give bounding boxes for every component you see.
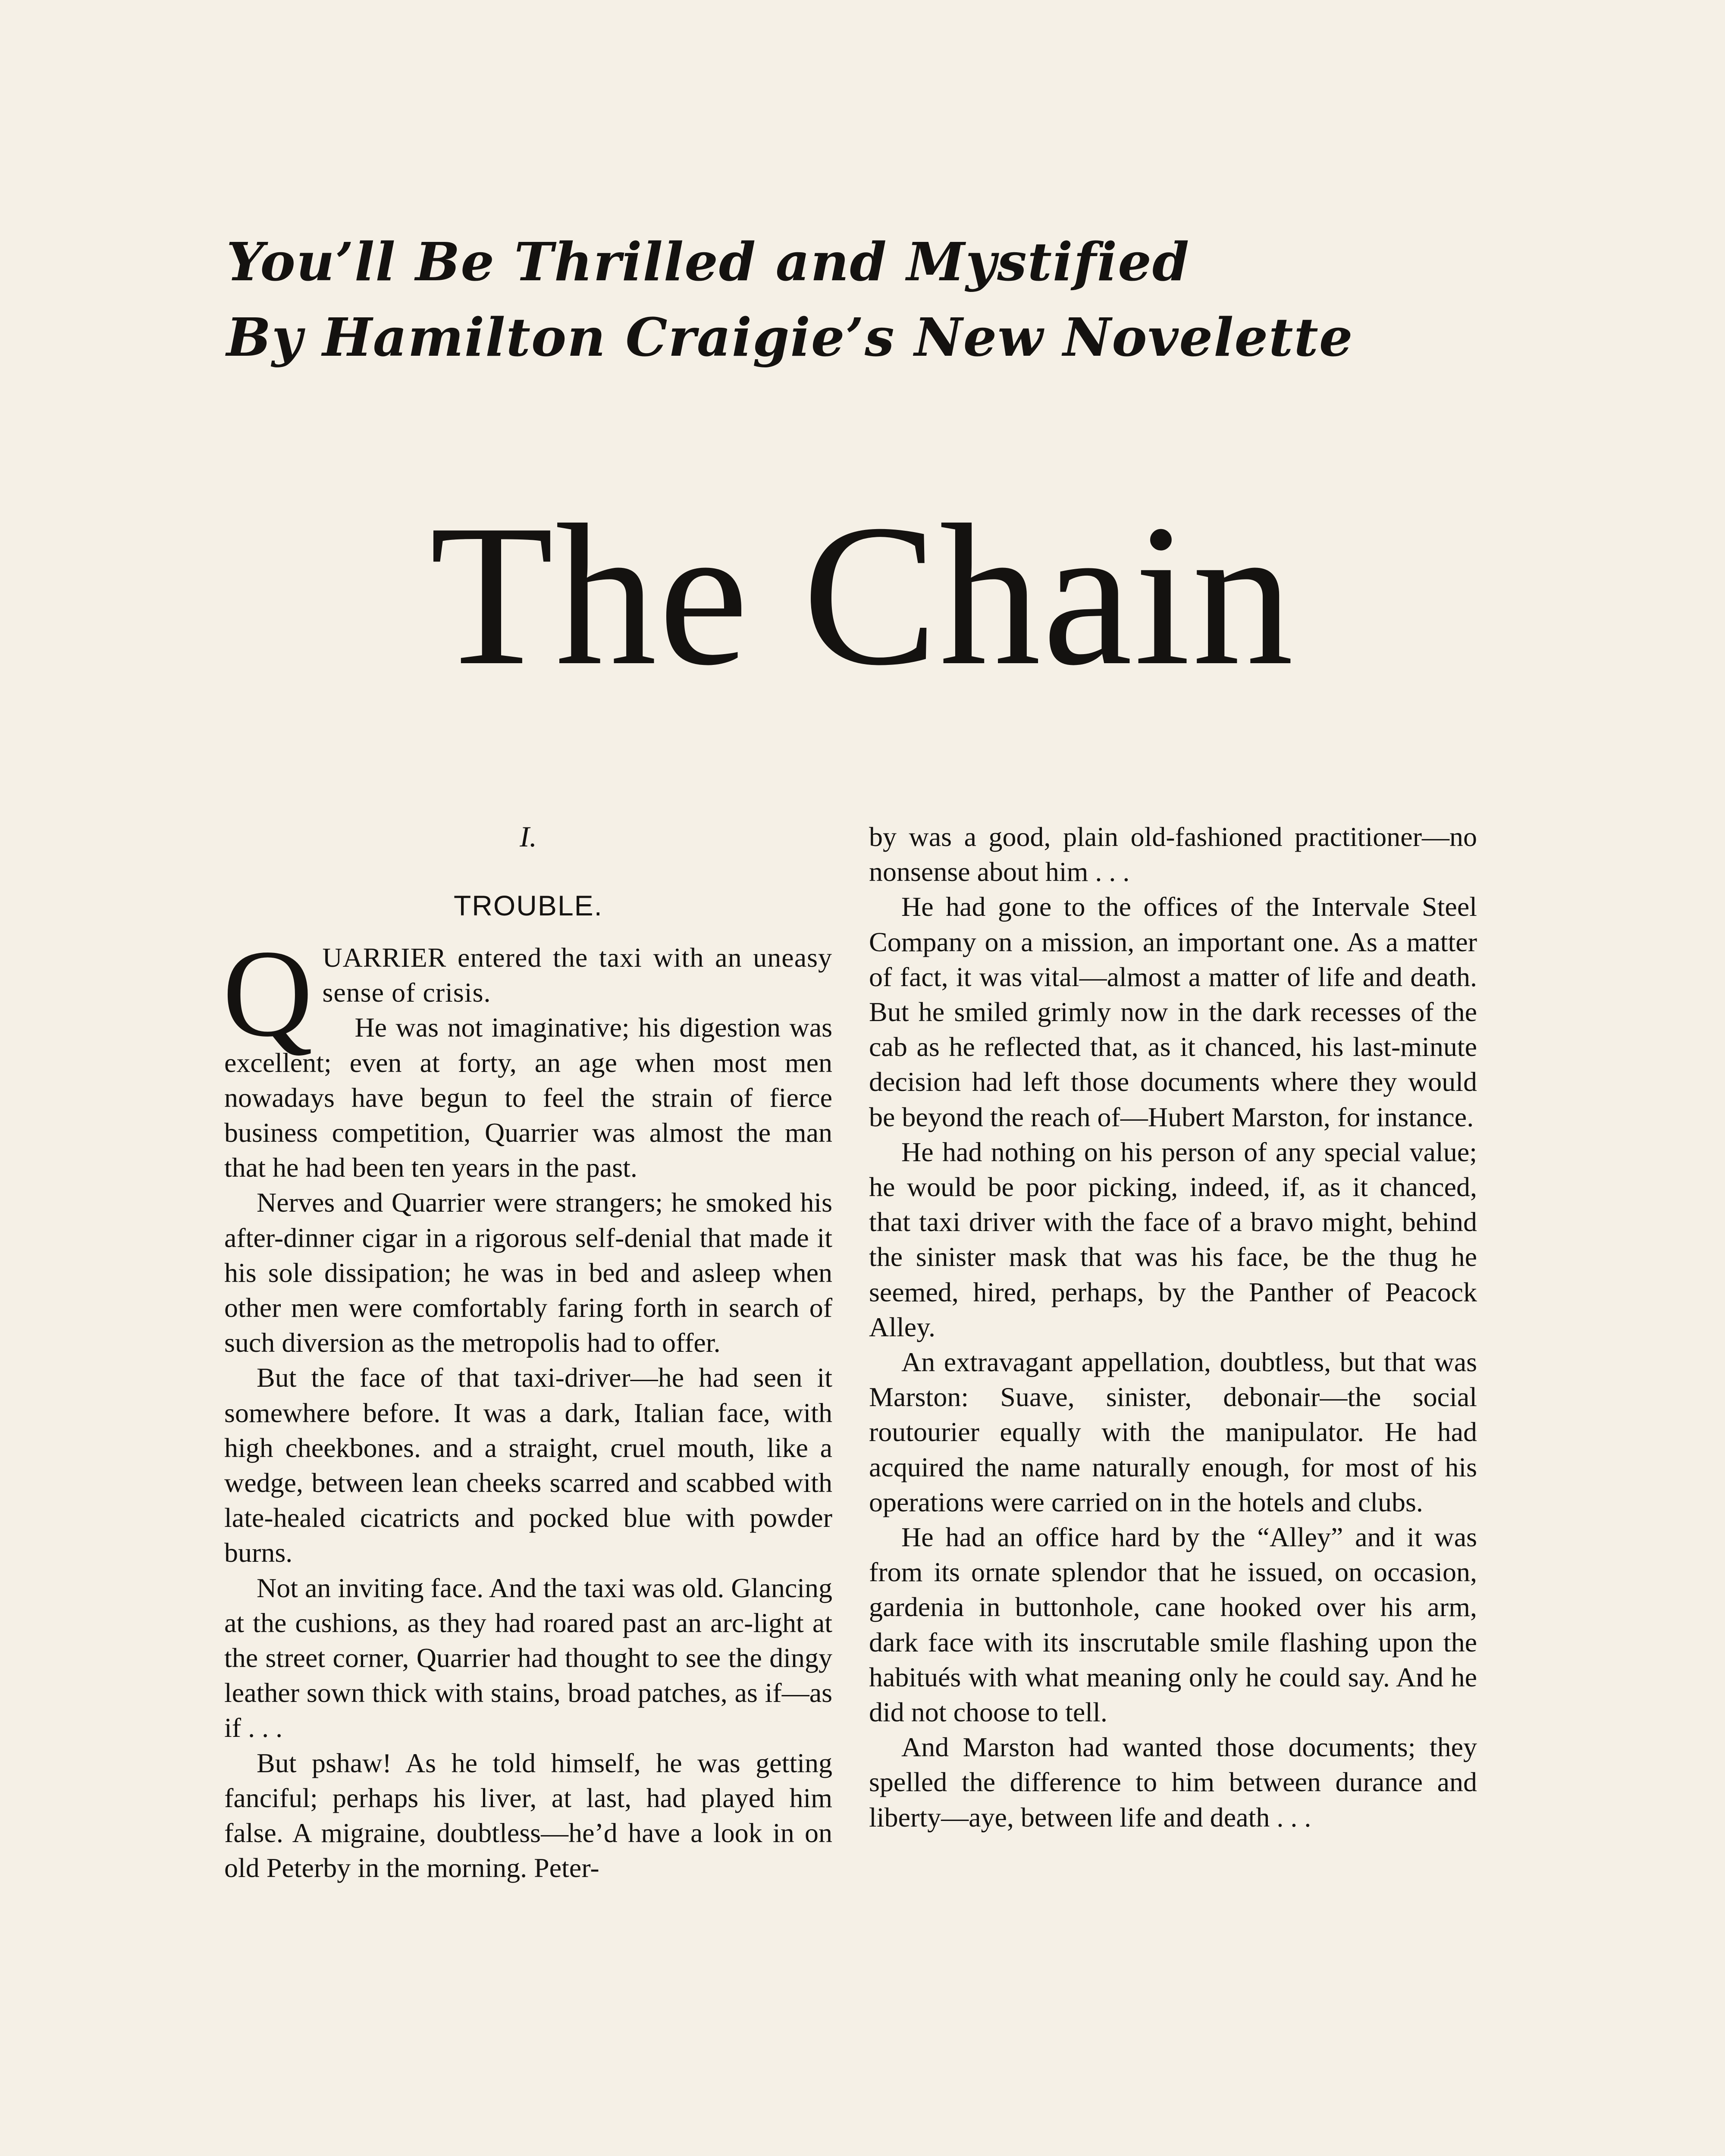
paragraph: He had gone to the offices of the Intervale Steel Company on a mission, an important one. As a matter of fact, it was vital—almost a matter of life and death. But he smiled grimly now in the dark recesses of the cab as he reflected that, as it chanced, his last-minute decision had left those documents where they would be beyond the reach of—Hubert Marston, for instance.: [869, 891, 1477, 1132]
first-paragraph: [223, 924, 832, 1062]
paragraph: Nerves and Quarrier were strangers; he smoked his after-dinner cigar in a rigorous self-denial that made it his sole dissipation; he was in bed and asleep when other men were comfortably faring forth in search of such diversion as the metropolis had to offer.: [224, 1187, 832, 1358]
blurb-line-2: By Hamilton Craigie’s New Novelette: [226, 306, 1354, 368]
paragraph: He had an office hard by the “Alley” and it was from its ornate splendor that he issued, on occasion, gardenia in buttonhole, cane hooked over his arm, dark face with its inscrutable smile flashing upon the habitués with what meaning only he could say. And he did not choose to tell.: [869, 1522, 1477, 1728]
blurb-line-1: You’ll Be Thrilled and Mystified: [226, 231, 1190, 293]
drop-cap: Q: [223, 924, 313, 1062]
paragraph: Not an inviting face. And the taxi was old. Glancing at the cushions, as they had roared past an arc-light at the street corner, Quarrier had thought to see the dingy leather sown thick with stains, broad patches, as if—as if . . .: [224, 1572, 832, 1743]
paragraph: An extravagant appellation, doubtless, but that was Marston: Suave, sinister, debonair—the social routourier equally with the manipulator. He had acquired the name naturally enough, for most of his operations were carried on in the hotels and clubs.: [869, 1347, 1477, 1517]
blurb: [226, 224, 1477, 375]
paragraph: And Marston had wanted those documents; they spelled the difference to him between durance and liberty—aye, between life and death . . .: [869, 1732, 1477, 1833]
paragraph: But the face of that taxi-driver—he had seen it somewhere before. It was a dark, Italian face, with high cheekbones. and a straight, cruel mouth, like a wedge, between lean cheeks scarred and scabbed with late-healed cicatricts and pocked blue with powder burns.: [224, 1362, 832, 1568]
first-paragraph-text: UARRIER entered the taxi with an uneasy sense of crisis.: [322, 942, 832, 1008]
continuation-paragraph: by was a good, plain old-fashioned practitioner—no nonsense about him . . .: [869, 821, 1477, 887]
paragraph: He was not imaginative; his digestion was excellent; even at forty, an age when most men nowadays have begun to feel the strain of fierce business competition, Quarrier was almost the man that he had been ten years in the past.: [224, 1012, 832, 1183]
section-title: TROUBLE.: [453, 890, 603, 921]
story-title: The Chain: [430, 483, 1295, 707]
paragraph: But pshaw! As he told himself, he was getting fanciful; perhaps his liver, at last, had played him false. A migraine, doubtless—he’d have a look in on old Peterby in the morning. Peter-: [224, 1747, 832, 1883]
paragraph: He had nothing on his person of any special value; he would be poor picking, indeed, if, as it chanced, that taxi driver with the face of a bravo might, behind the sinister mask that was his face, be the thug he seemed, hired, perhaps, by the Panther of Peacock Alley.: [869, 1136, 1477, 1342]
left-column: [224, 819, 832, 1885]
right-column: [869, 819, 1477, 1835]
section-number: I.: [520, 820, 537, 853]
